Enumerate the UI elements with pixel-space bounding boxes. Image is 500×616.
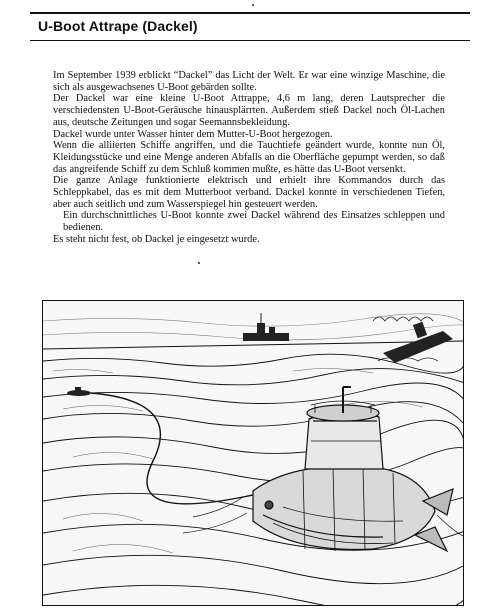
print-speck bbox=[198, 262, 200, 264]
page-title: U-Boot Attrape (Dackel) bbox=[38, 18, 198, 34]
paragraph: Es steht nicht fest, ob Dackel je eingesetzt wurde. bbox=[53, 233, 260, 245]
paragraph: Ein durchschnittliches U-Boot konnte zwei Dackel während des Einsatzes schleppen und bedienen. bbox=[63, 210, 445, 234]
paragraph: Im September 1939 erblickt “Dackel” das Licht der Welt. Er war eine winzige Maschine, die sich als ausgewachsenes U-Boot gebärden sollte. bbox=[53, 70, 445, 93]
paragraph: Die ganze Anlage funktionierte elektrisch und erhielt ihre Kommandos durch das Schleppkabel, das es mit dem Mutterboot verband. Dackel konnte in verschiedenen Tiefen, aber auch seitlich und zum Wasserspiegel hin gesteuert werden. bbox=[53, 175, 445, 210]
paragraph: Dackel wurde unter Wasser hinter dem Mutter-U-Boot hergezogen. bbox=[53, 128, 333, 140]
article-body bbox=[53, 70, 445, 246]
print-speck bbox=[252, 4, 254, 6]
submarine-decoy-illustration bbox=[42, 300, 464, 606]
paragraph: Der Dackel war eine kleine U-Boot Attrappe, 4,6 m lang, deren Lautsprecher die verschiedensten U-Boot-Geräusche hinausplärrten. Außerdem stieß Dackel noch Öl-Lachen aus, deutsche Zeitungen und sogar Seemannsbekleidung. bbox=[53, 93, 445, 128]
title-divider bbox=[30, 40, 470, 41]
submarine-decoy-drawing-icon bbox=[43, 301, 464, 606]
top-rule bbox=[30, 12, 470, 14]
paragraph: Wenn die alliierten Schiffe angriffen, und die Tauchtiefe geändert wurde, konnte nun Öl, Kleidungsstücke und eine Menge anderen Abfalls an die Oberfläche gepumpt werden, so daß das angreifende Schiff zu dem Schluß kommen mußte, es hätte das U-Boot versenkt. bbox=[53, 140, 445, 175]
